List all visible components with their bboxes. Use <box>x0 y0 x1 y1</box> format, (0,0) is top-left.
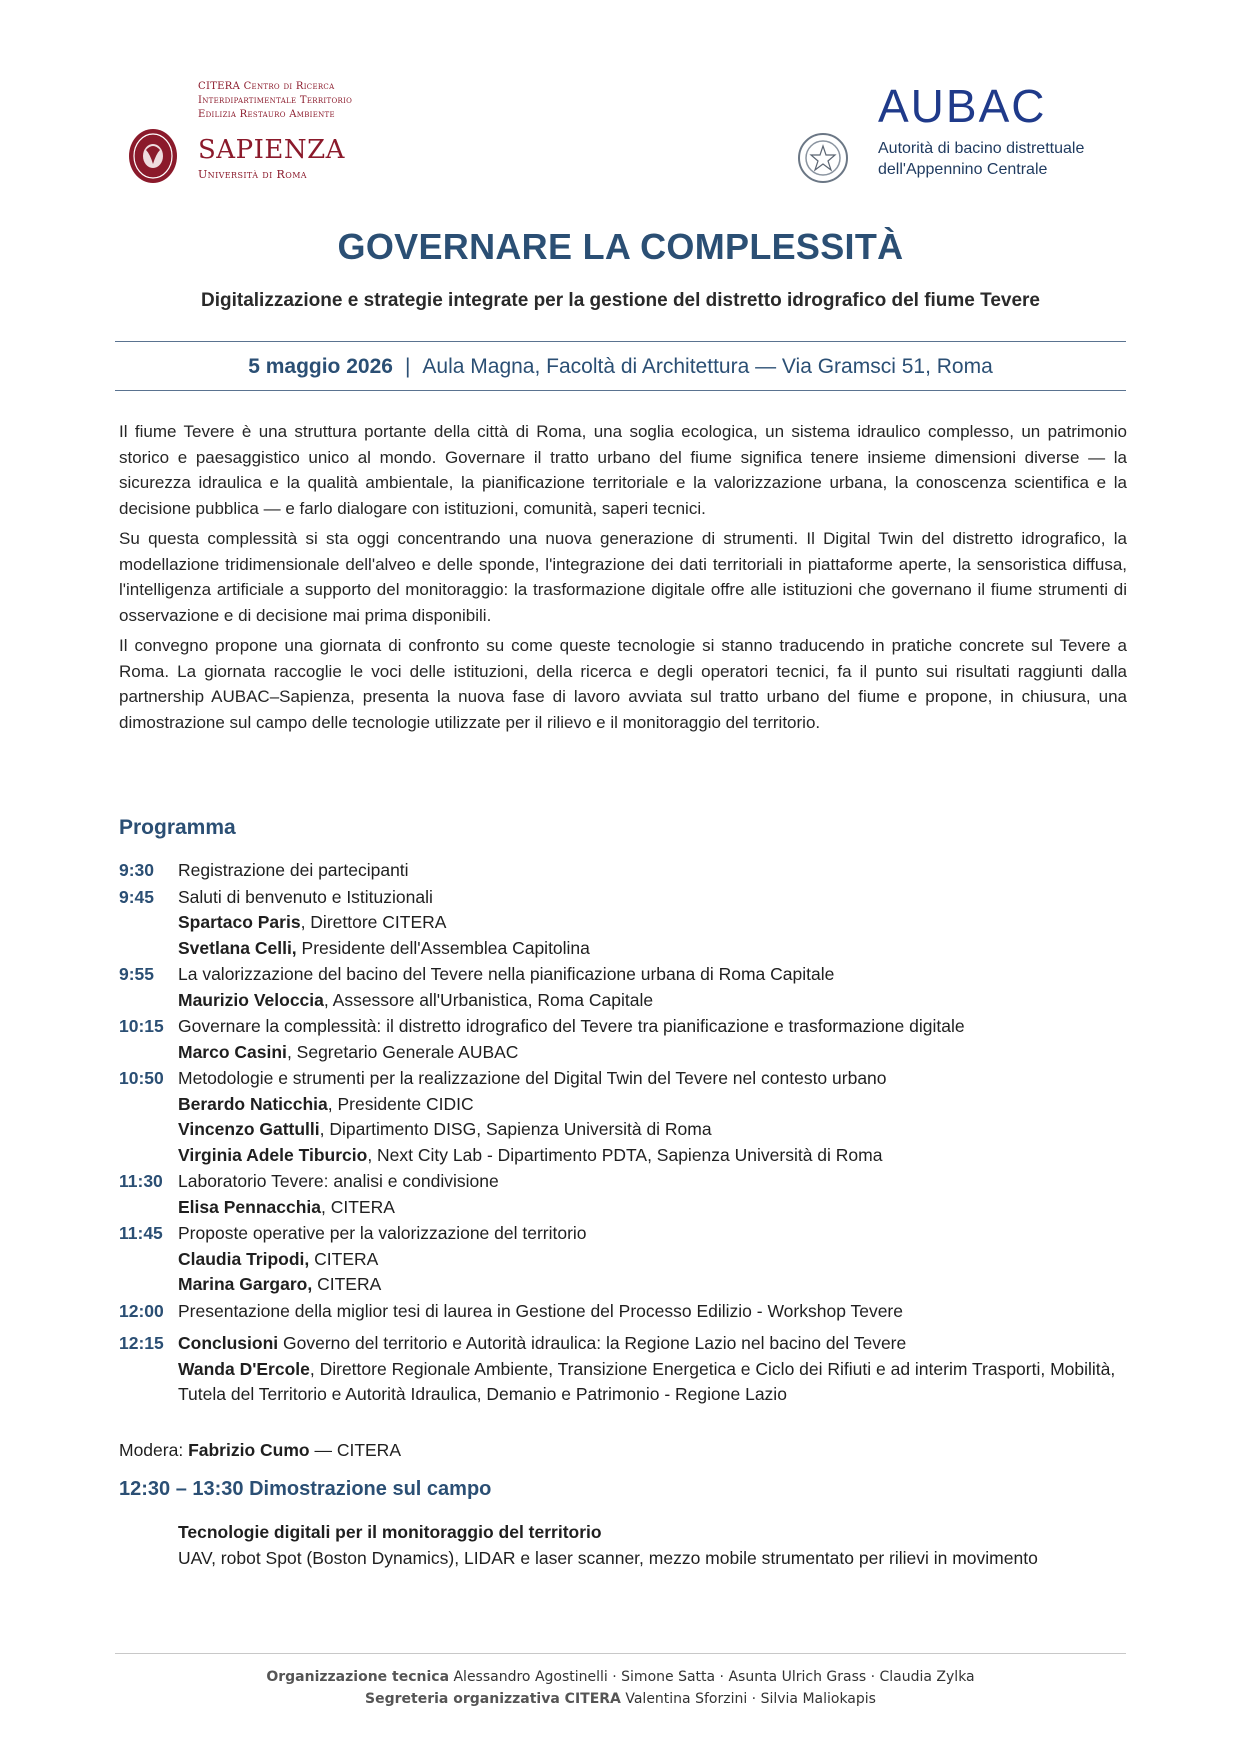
slot-line <box>178 1143 1129 1169</box>
slot-speaker: Marco Casini <box>178 1041 287 1062</box>
footer-org-line <box>0 1666 1241 1688</box>
slot-time: 12:15 <box>119 1333 164 1353</box>
citera-name-lines <box>198 80 352 122</box>
slot-line <box>178 1272 1129 1298</box>
slot-speaker: Claudia Tripodi, <box>178 1248 310 1269</box>
slot-text: , CITERA <box>321 1196 395 1217</box>
footer <box>0 1666 1241 1710</box>
slot-text: Metodologie e strumenti per la realizzazione del Digital Twin del Tevere nel contesto urbano <box>178 1068 887 1088</box>
demo-section <box>178 1520 1078 1571</box>
citera-line-1: CITERA Centro di Ricerca <box>198 81 335 92</box>
slot-text: , Assessore all'Urbanistica, Roma Capitale <box>323 989 654 1010</box>
event-date: 5 maggio 2026 <box>248 355 393 378</box>
slot-text: Saluti di benvenuto e Istituzionali <box>178 886 433 907</box>
slot-time: 11:45 <box>119 1223 163 1243</box>
slot-line <box>178 1331 1129 1357</box>
intro-text <box>119 419 1127 740</box>
intro-paragraph-1: Il fiume Tevere è una struttura portante della città di Roma, una soglia ecologica, un sistema idraulico complesso, un patrimonio storico e paesaggistico unico al mondo. Governare il tratto urbano del fiume significa tenere insieme dimensioni diverse — la sicurezza idraulica e la qualità ambientale, la pianificazione territoriale e la valorizzazione urbana, la conoscenza scientifica e la decisione pubblica — e farlo dialogare con istituzioni, comunità, saperi tecnici. <box>119 422 1127 518</box>
demo-subheading: Tecnologie digitali per il monitoraggio del territorio <box>178 1522 602 1542</box>
footer-seg-names: Valentina Sforzini · Silvia Maliokapis <box>620 1691 876 1707</box>
slot-text: Laboratorio Tevere: analisi e condivisione <box>178 1171 499 1191</box>
slot-line <box>178 1040 1129 1066</box>
slot-time: 9:30 <box>119 860 155 880</box>
footer-org-names: Alessandro Agostinelli · Simone Satta · Asunta Ulrich Grass · Claudia Zylka <box>449 1669 975 1685</box>
italian-republic-emblem-icon <box>796 130 850 186</box>
slot-text: , Dipartimento DISG, Sapienza Università di Roma <box>319 1119 712 1139</box>
moderator-line <box>119 1440 401 1461</box>
event-date-venue <box>0 355 1241 379</box>
demo-text: UAV, robot Spot (Boston Dynamics), LIDAR e laser scanner, mezzo mobile strumentato per rilievi in movimento <box>178 1547 1038 1568</box>
program-slot <box>119 1169 1129 1220</box>
slot-line <box>178 910 1129 936</box>
slot-text: Presentazione della miglior tesi di laurea in Gestione del Processo Edilizio - Workshop Tevere <box>178 1300 903 1321</box>
slot-text: Registrazione dei partecipanti <box>178 860 409 880</box>
slot-time: 9:45 <box>119 886 155 907</box>
aubac-logo <box>878 82 1113 128</box>
footer-org-label: Organizzazione tecnica <box>266 1669 450 1685</box>
aubac-desc-line-1: Autorità di bacino distrettuale <box>878 140 1085 157</box>
slot-line <box>178 1357 1129 1408</box>
slot-line <box>178 1092 1129 1118</box>
citera-line-3: Edilizia Restauro Ambiente <box>198 109 335 120</box>
footer-seg-line <box>0 1688 1241 1710</box>
divider-bottom <box>115 390 1126 391</box>
slot-line <box>178 1014 1129 1040</box>
page-title: GOVERNARE LA COMPLESSITÀ <box>337 226 904 267</box>
sapienza-subtitle: Università di Roma <box>198 168 307 181</box>
program-slot <box>119 858 1129 884</box>
footer-divider <box>115 1653 1126 1654</box>
program-list <box>119 858 1129 1409</box>
slot-time: 10:50 <box>119 1068 164 1088</box>
slot-text: , Presidente CIDIC <box>327 1093 474 1114</box>
slot-time: 10:15 <box>119 1016 164 1036</box>
event-separator: | <box>404 355 411 378</box>
moderator-name: Fabrizio Cumo <box>188 1440 310 1460</box>
slot-speaker: Maurizio Veloccia <box>178 989 324 1010</box>
program-slot <box>119 1014 1129 1065</box>
slot-time: 12:00 <box>119 1300 164 1321</box>
program-slot <box>119 962 1129 1013</box>
slot-text: , Direttore CITERA <box>300 912 447 932</box>
moderator-affiliation: — CITERA <box>309 1440 401 1460</box>
slot-line <box>178 1299 1129 1325</box>
program-heading: Programma <box>119 816 236 839</box>
program-slot <box>119 1066 1129 1168</box>
slot-speaker: Conclusioni <box>178 1333 279 1353</box>
slot-line <box>178 1169 1129 1195</box>
slot-text: Presidente dell'Assemblea Capitolina <box>296 937 590 958</box>
slot-text: , Direttore Regionale Ambiente, Transizione Energetica e Ciclo dei Rifiuti e ad interim Trasporti, Mobilità, Tutela del Territorio e Autorità Idraulica, Demanio e Patrimonio - Regione Lazio <box>178 1358 1116 1404</box>
divider-top <box>115 341 1126 342</box>
slot-text: CITERA <box>312 1274 382 1294</box>
slot-text: , Next City Lab - Dipartimento PDTA, Sapienza Università di Roma <box>367 1144 883 1165</box>
slot-line <box>178 1247 1129 1273</box>
slot-speaker: Elisa Pennacchia <box>178 1196 321 1217</box>
slot-line <box>178 988 1129 1014</box>
program-slot <box>119 885 1129 962</box>
aubac-logo-block <box>796 82 1136 192</box>
aubac-desc-line-2: dell'Appennino Centrale <box>878 161 1048 178</box>
demo-heading: 12:30 – 13:30 Dimostrazione sul campo <box>119 1478 492 1500</box>
slot-line <box>178 858 1129 884</box>
moderator-label: Modera: <box>119 1440 189 1460</box>
slot-line <box>178 1195 1129 1221</box>
slot-time: 11:30 <box>119 1171 163 1191</box>
slot-text: Governare la complessità: il distretto idrografico del Tevere tra pianificazione e trasformazione digitale <box>178 1016 965 1036</box>
sapienza-seal-icon <box>128 128 178 184</box>
sapienza-logo-block <box>128 80 428 190</box>
intro-paragraph-3: Il convegno propone una giornata di confronto su come queste tecnologie si stanno traducendo in pratiche concrete sul Tevere a Roma. La giornata raccoglie le voci delle istituzioni, della ricerca e degli operatori tecnici, fa il punto sui risultati raggiunti dalla partnership AUBAC–Sapienza, presenta la nuova fase di lavoro avviata sul tratto urbano del fiume e propone, in chiusura, una dimostrazione sul campo delle tecnologie utilizzate per il rilievo e il monitoraggio del territorio. <box>119 636 1127 732</box>
aubac-description <box>878 138 1084 180</box>
slot-speaker: Spartaco Paris <box>178 912 301 932</box>
footer-seg-label: Segreteria organizzativa CITERA <box>365 1691 621 1707</box>
program-slot <box>119 1221 1129 1298</box>
program-slot <box>119 1299 1129 1325</box>
slot-speaker: Vincenzo Gattulli <box>178 1119 320 1139</box>
event-venue: Aula Magna, Facoltà di Architettura — Via Gramsci 51, Roma <box>422 355 993 378</box>
slot-text: , Segretario Generale AUBAC <box>286 1041 519 1062</box>
slot-line <box>178 1117 1129 1143</box>
slot-speaker: Virginia Adele Tiburcio <box>178 1144 368 1165</box>
slot-line <box>178 936 1129 962</box>
slot-text: Governo del territorio e Autorità idraulica: la Regione Lazio nel bacino del Tevere <box>278 1333 907 1353</box>
intro-paragraph-2: Su questa complessità si sta oggi concentrando una nuova generazione di strumenti. Il Digital Twin del distretto idrografico, la modellazione tridimensionale dell'alveo e delle sponde, l'integrazione dei dati territoriali in piattaforme aperte, la sensoristica diffusa, l'intelligenza artificiale a supporto del monitoraggio: la trasformazione digitale offre alle istituzioni che governano il fiume strumenti di osservazione e di decisione mai prima disponibili. <box>119 529 1127 625</box>
slot-time: 9:55 <box>119 964 155 984</box>
sapienza-name: SAPIENZA <box>198 135 345 165</box>
slot-text: Proposte operative per la valorizzazione del territorio <box>178 1223 587 1243</box>
slot-line <box>178 962 1129 988</box>
aubac-logo-text: AUBAC <box>878 82 1047 128</box>
slot-speaker: Berardo Naticchia <box>178 1093 328 1114</box>
slot-line <box>178 1066 1129 1092</box>
slot-line <box>178 1221 1129 1247</box>
citera-line-2: Interdipartimentale Territorio <box>198 95 353 106</box>
page-subtitle: Digitalizzazione e strategie integrate per la gestione del distretto idrografico del fiume Tevere <box>200 290 1040 311</box>
slot-text: La valorizzazione del bacino del Tevere nella pianificazione urbana di Roma Capitale <box>178 964 835 984</box>
slot-speaker: Marina Gargaro, <box>178 1274 313 1294</box>
slot-line <box>178 885 1129 911</box>
slot-text: CITERA <box>309 1248 379 1269</box>
slot-speaker: Wanda D'Ercole <box>178 1358 310 1379</box>
slot-speaker: Svetlana Celli, <box>178 937 297 958</box>
program-slot <box>119 1331 1129 1408</box>
